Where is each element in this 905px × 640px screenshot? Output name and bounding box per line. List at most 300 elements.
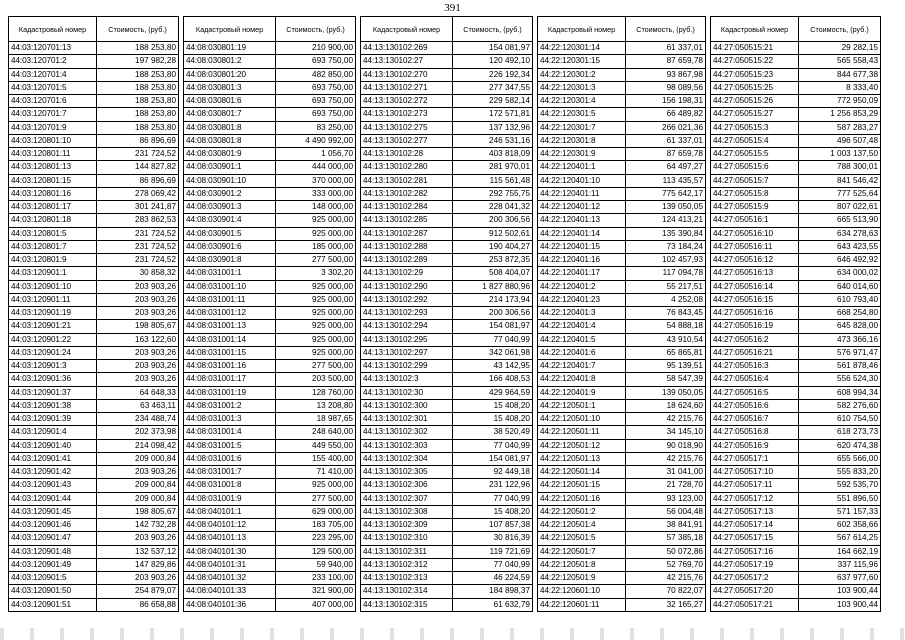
value-cell: 18 624,60 xyxy=(626,399,706,412)
cropped-footer-text xyxy=(0,628,905,640)
value-cell: 634 000,02 xyxy=(799,267,881,280)
table-row xyxy=(184,479,356,492)
table-row xyxy=(9,134,179,147)
cadastral-number-cell: 44:22:120401:12 xyxy=(538,201,626,214)
value-cell: 693 750,00 xyxy=(276,95,356,108)
table-row xyxy=(184,519,356,532)
cadastral-number-cell: 44:22:120301:5 xyxy=(538,108,626,121)
table-row xyxy=(711,333,881,346)
cadastral-number-cell: 44:13:130102:287 xyxy=(361,227,453,240)
value-cell: 148 000,00 xyxy=(276,201,356,214)
value-cell: 86 658,88 xyxy=(97,598,179,612)
cadastral-number-cell: 44:08:031001:16 xyxy=(184,360,276,373)
value-cell: 266 021,36 xyxy=(626,121,706,134)
table-row xyxy=(184,413,356,426)
table-row xyxy=(538,505,706,518)
value-cell: 18 987,65 xyxy=(276,413,356,426)
value-cell: 629 000,00 xyxy=(276,505,356,518)
cadastral-number-cell: 44:27:050515:5 xyxy=(711,148,799,161)
cadastral-number-cell: 44:03:120901:1 xyxy=(9,267,97,280)
table-row xyxy=(711,307,881,320)
cadastral-number-cell: 44:27:050515:21 xyxy=(711,42,799,55)
cadastral-number-cell: 44:13:130102:282 xyxy=(361,187,453,200)
table-row xyxy=(711,598,881,612)
cadastral-number-cell: 44:08:040101:30 xyxy=(184,545,276,558)
cadastral-number-cell: 44:27:050516:14 xyxy=(711,280,799,293)
table-row xyxy=(9,505,179,518)
table-row xyxy=(361,452,533,465)
cadastral-number-cell: 44:27:050516:1 xyxy=(711,214,799,227)
table-row xyxy=(538,360,706,373)
value-cell: 64 497,27 xyxy=(626,161,706,174)
value-cell: 93 123,00 xyxy=(626,492,706,505)
table-row xyxy=(361,280,533,293)
value-cell: 429 964,59 xyxy=(453,386,533,399)
value-cell: 665 513,90 xyxy=(799,214,881,227)
cadastral-number-cell: 44:03:120901:41 xyxy=(9,452,97,465)
cadastral-number-cell: 44:27:050516:3 xyxy=(711,360,799,373)
cadastral-number-cell: 44:13:130102:3 xyxy=(361,373,453,386)
table-row xyxy=(184,572,356,585)
table-row xyxy=(711,174,881,187)
cadastral-number-cell: 44:22:120401:6 xyxy=(538,346,626,359)
cadastral-number-cell: 44:22:120301:14 xyxy=(538,42,626,55)
cadastral-number-cell: 44:22:120401:10 xyxy=(538,174,626,187)
table-row xyxy=(361,121,533,134)
value-cell: 841 546,42 xyxy=(799,174,881,187)
value-cell: 209 000,84 xyxy=(97,492,179,505)
table-row xyxy=(361,558,533,571)
value-cell: 120 492,10 xyxy=(453,55,533,68)
cadastral-number-cell: 44:03:120801:11 xyxy=(9,148,97,161)
cadastral-number-cell: 44:08:040101:33 xyxy=(184,585,276,598)
value-cell: 172 571,81 xyxy=(453,108,533,121)
cadastral-number-cell: 44:22:120401:9 xyxy=(538,386,626,399)
table-row xyxy=(361,68,533,81)
table-row xyxy=(184,254,356,267)
table-row xyxy=(361,386,533,399)
value-cell: 610 754,50 xyxy=(799,413,881,426)
cadastral-number-cell: 44:03:120901:38 xyxy=(9,399,97,412)
value-cell: 844 677,38 xyxy=(799,68,881,81)
table-row xyxy=(711,519,881,532)
registry-table xyxy=(710,16,881,612)
cadastral-number-cell: 44:22:120401:1 xyxy=(538,161,626,174)
table-row xyxy=(361,466,533,479)
value-cell: 610 793,40 xyxy=(799,293,881,306)
value-cell: 292 755,75 xyxy=(453,187,533,200)
value-cell: 163 122,60 xyxy=(97,333,179,346)
cadastral-number-cell: 44:08:030801:2 xyxy=(184,55,276,68)
value-cell: 65 865,81 xyxy=(626,346,706,359)
value-cell: 15 408,20 xyxy=(453,505,533,518)
table-row xyxy=(9,161,179,174)
cadastral-number-cell: 44:08:031001:6 xyxy=(184,452,276,465)
cadastral-number-cell: 44:27:050516:15 xyxy=(711,293,799,306)
cadastral-number-cell: 44:13:130102:308 xyxy=(361,505,453,518)
cadastral-number-cell: 44:03:120901:45 xyxy=(9,505,97,518)
value-cell: 620 474,38 xyxy=(799,439,881,452)
value-cell: 214 098,42 xyxy=(97,439,179,452)
table-row xyxy=(711,413,881,426)
value-cell: 32 165,27 xyxy=(626,598,706,612)
table-row xyxy=(538,42,706,55)
value-cell: 278 069,42 xyxy=(97,187,179,200)
value-cell: 132 537,12 xyxy=(97,545,179,558)
value-cell: 618 273,73 xyxy=(799,426,881,439)
table-row xyxy=(361,598,533,612)
value-cell: 925 000,00 xyxy=(276,307,356,320)
table-row xyxy=(9,293,179,306)
table-row xyxy=(711,452,881,465)
value-cell: 640 014,60 xyxy=(799,280,881,293)
table-row xyxy=(184,68,356,81)
value-cell: 248 640,00 xyxy=(276,426,356,439)
cadastral-number-cell: 44:22:120301:9 xyxy=(538,148,626,161)
cadastral-number-cell: 44:22:120601:10 xyxy=(538,585,626,598)
cadastral-number-cell: 44:08:030801:19 xyxy=(184,42,276,55)
cadastral-number-cell: 44:03:120701:5 xyxy=(9,81,97,94)
table-row xyxy=(538,214,706,227)
table-row xyxy=(361,240,533,253)
value-cell: 166 408,53 xyxy=(453,373,533,386)
cadastral-number-cell: 44:27:050515:3 xyxy=(711,121,799,134)
table-row xyxy=(538,148,706,161)
table-row xyxy=(538,426,706,439)
table-row xyxy=(361,95,533,108)
value-cell: 61 337,01 xyxy=(626,134,706,147)
table-row xyxy=(361,187,533,200)
value-cell: 407 000,00 xyxy=(276,598,356,612)
value-cell: 77 040,99 xyxy=(453,333,533,346)
table-row xyxy=(538,201,706,214)
cadastral-number-cell: 44:08:031001:13 xyxy=(184,320,276,333)
cadastral-number-cell: 44:13:130102:301 xyxy=(361,413,453,426)
value-cell: 63 463,11 xyxy=(97,399,179,412)
cadastral-number-cell: 44:22:120301:15 xyxy=(538,55,626,68)
value-cell: 198 805,67 xyxy=(97,320,179,333)
value-cell: 57 385,18 xyxy=(626,532,706,545)
table-row xyxy=(538,585,706,598)
cadastral-number-cell: 44:08:031001:19 xyxy=(184,386,276,399)
cadastral-number-cell: 44:22:120501:12 xyxy=(538,439,626,452)
value-cell: 59 940,00 xyxy=(276,558,356,571)
table-row xyxy=(538,81,706,94)
table-row xyxy=(361,254,533,267)
cadastral-number-cell: 44:03:120801:5 xyxy=(9,227,97,240)
value-cell: 50 072,86 xyxy=(626,545,706,558)
cadastral-number-cell: 44:13:130102:313 xyxy=(361,572,453,585)
value-cell: 444 000,00 xyxy=(276,161,356,174)
value-cell: 71 410,00 xyxy=(276,466,356,479)
table-row xyxy=(538,95,706,108)
cadastral-number-cell: 44:13:130102:288 xyxy=(361,240,453,253)
table-row xyxy=(184,399,356,412)
cadastral-number-cell: 44:22:120301:3 xyxy=(538,81,626,94)
cadastral-number-cell: 44:08:031001:17 xyxy=(184,373,276,386)
table-row xyxy=(184,227,356,240)
table-row xyxy=(361,320,533,333)
value-cell: 203 903,26 xyxy=(97,360,179,373)
cadastral-number-cell: 44:08:030801:3 xyxy=(184,81,276,94)
value-cell: 188 253,80 xyxy=(97,81,179,94)
cadastral-number-cell: 44:13:130102:280 xyxy=(361,161,453,174)
table-row xyxy=(538,280,706,293)
table-row xyxy=(361,333,533,346)
value-cell: 103 900,44 xyxy=(799,585,881,598)
cadastral-number-cell: 44:13:130102:302 xyxy=(361,426,453,439)
cadastral-number-cell: 44:08:040101:36 xyxy=(184,598,276,612)
cadastral-number-cell: 44:22:120401:14 xyxy=(538,227,626,240)
table-row xyxy=(184,360,356,373)
table-row xyxy=(711,95,881,108)
table-row xyxy=(184,121,356,134)
cadastral-number-cell: 44:13:130102:300 xyxy=(361,399,453,412)
table-row xyxy=(184,558,356,571)
cadastral-number-cell: 44:03:120801:16 xyxy=(9,187,97,200)
value-cell: 52 769,70 xyxy=(626,558,706,571)
cadastral-number-cell: 44:27:050515:6 xyxy=(711,161,799,174)
cadastral-number-cell: 44:08:031001:2 xyxy=(184,399,276,412)
table-row xyxy=(361,293,533,306)
cadastral-number-cell: 44:13:130102:312 xyxy=(361,558,453,571)
cadastral-number-cell: 44:08:031001:12 xyxy=(184,307,276,320)
cadastral-number-cell: 44:27:050516:10 xyxy=(711,227,799,240)
value-cell: 567 614,25 xyxy=(799,532,881,545)
cadastral-number-cell: 44:03:120801:10 xyxy=(9,134,97,147)
cadastral-number-cell: 44:03:120901:48 xyxy=(9,545,97,558)
value-cell: 203 903,26 xyxy=(97,373,179,386)
cadastral-number-cell: 44:13:130102:273 xyxy=(361,108,453,121)
value-cell: 38 841,91 xyxy=(626,519,706,532)
header-value: Стоимость, (руб.) xyxy=(276,17,356,42)
value-cell: 555 833,20 xyxy=(799,466,881,479)
value-cell: 128 760,00 xyxy=(276,386,356,399)
cadastral-number-cell: 44:22:120401:2 xyxy=(538,280,626,293)
cadastral-number-cell: 44:22:120301:7 xyxy=(538,121,626,134)
cadastral-number-cell: 44:27:050517:11 xyxy=(711,479,799,492)
cadastral-number-cell: 44:22:120301:8 xyxy=(538,134,626,147)
table-row xyxy=(9,558,179,571)
cadastral-number-cell: 44:27:050517:1 xyxy=(711,452,799,465)
cadastral-number-cell: 44:08:031001:7 xyxy=(184,466,276,479)
table-row xyxy=(538,466,706,479)
table-row xyxy=(184,174,356,187)
table-row xyxy=(361,399,533,412)
table-row xyxy=(711,280,881,293)
table-row xyxy=(361,227,533,240)
cadastral-number-cell: 44:13:130102:304 xyxy=(361,452,453,465)
cadastral-number-cell: 44:08:030801:8 xyxy=(184,134,276,147)
table-row xyxy=(538,532,706,545)
cadastral-number-cell: 44:27:050515:26 xyxy=(711,95,799,108)
value-cell: 147 829,86 xyxy=(97,558,179,571)
table-row xyxy=(361,532,533,545)
cadastral-number-cell: 44:22:120301:2 xyxy=(538,68,626,81)
value-cell: 124 413,21 xyxy=(626,214,706,227)
cadastral-number-cell: 44:03:120901:47 xyxy=(9,532,97,545)
table-row xyxy=(538,479,706,492)
value-cell: 1 003 137,50 xyxy=(799,148,881,161)
value-cell: 587 283,27 xyxy=(799,121,881,134)
cadastral-number-cell: 44:13:130102:30 xyxy=(361,386,453,399)
cadastral-number-cell: 44:13:130102:294 xyxy=(361,320,453,333)
cadastral-number-cell: 44:08:030801:8 xyxy=(184,121,276,134)
cadastral-number-cell: 44:08:031001:14 xyxy=(184,333,276,346)
value-cell: 113 435,57 xyxy=(626,174,706,187)
table-row xyxy=(711,42,881,55)
header-cadastral-number: Кадастровый номер xyxy=(711,17,799,42)
cadastral-number-cell: 44:13:130102:311 xyxy=(361,545,453,558)
table-row xyxy=(711,187,881,200)
cadastral-number-cell: 44:22:120501:14 xyxy=(538,466,626,479)
cadastral-number-cell: 44:27:050516:8 xyxy=(711,426,799,439)
cadastral-number-cell: 44:13:130102:299 xyxy=(361,360,453,373)
value-cell: 154 081,97 xyxy=(453,452,533,465)
value-cell: 77 040,99 xyxy=(453,558,533,571)
value-cell: 31 041,00 xyxy=(626,466,706,479)
table-row xyxy=(538,267,706,280)
table-row xyxy=(711,585,881,598)
value-cell: 54 888,18 xyxy=(626,320,706,333)
cadastral-number-cell: 44:13:130102:284 xyxy=(361,201,453,214)
cadastral-number-cell: 44:27:050516:16 xyxy=(711,307,799,320)
table-row xyxy=(184,532,356,545)
cadastral-number-cell: 44:13:130102:310 xyxy=(361,532,453,545)
value-cell: 321 900,00 xyxy=(276,585,356,598)
value-cell: 86 896,69 xyxy=(97,174,179,187)
value-cell: 77 040,99 xyxy=(453,492,533,505)
cadastral-number-cell: 44:27:050517:13 xyxy=(711,505,799,518)
table-row xyxy=(361,81,533,94)
value-cell: 66 489,82 xyxy=(626,108,706,121)
value-cell: 231 724,52 xyxy=(97,227,179,240)
table-row xyxy=(538,121,706,134)
cadastral-number-cell: 44:13:130102:292 xyxy=(361,293,453,306)
cadastral-number-cell: 44:27:050516:13 xyxy=(711,267,799,280)
cadastral-number-cell: 44:13:130102:270 xyxy=(361,68,453,81)
cadastral-number-cell: 44:27:050517:16 xyxy=(711,545,799,558)
value-cell: 283 862,53 xyxy=(97,214,179,227)
cadastral-number-cell: 44:08:030801:6 xyxy=(184,95,276,108)
table-row xyxy=(361,55,533,68)
table-row xyxy=(361,413,533,426)
value-cell: 46 224,59 xyxy=(453,572,533,585)
table-row xyxy=(9,280,179,293)
value-cell: 209 000,84 xyxy=(97,479,179,492)
value-cell: 223 295,00 xyxy=(276,532,356,545)
registry-tables xyxy=(8,16,881,612)
cadastral-number-cell: 44:03:120801:9 xyxy=(9,254,97,267)
value-cell: 668 254,80 xyxy=(799,307,881,320)
value-cell: 592 535,70 xyxy=(799,479,881,492)
value-cell: 333 000,00 xyxy=(276,187,356,200)
table-row xyxy=(711,360,881,373)
value-cell: 188 253,80 xyxy=(97,108,179,121)
cadastral-number-cell: 44:22:120501:2 xyxy=(538,505,626,518)
table-row xyxy=(184,108,356,121)
value-cell: 92 449,18 xyxy=(453,466,533,479)
table-row xyxy=(711,254,881,267)
table-row xyxy=(711,399,881,412)
header-value: Стоимость, (руб.) xyxy=(799,17,881,42)
cadastral-number-cell: 44:13:130102:309 xyxy=(361,519,453,532)
cadastral-number-cell: 44:08:031001:11 xyxy=(184,293,276,306)
cadastral-number-cell: 44:03:120801:17 xyxy=(9,201,97,214)
table-row xyxy=(711,121,881,134)
table-row xyxy=(711,572,881,585)
cadastral-number-cell: 44:03:120901:37 xyxy=(9,386,97,399)
cadastral-number-cell: 44:27:050516:21 xyxy=(711,346,799,359)
cadastral-number-cell: 44:03:120901:40 xyxy=(9,439,97,452)
table-row xyxy=(9,399,179,412)
table-row xyxy=(538,572,706,585)
cadastral-number-cell: 44:13:130102:28 xyxy=(361,148,453,161)
cadastral-number-cell: 44:03:120901:43 xyxy=(9,479,97,492)
value-cell: 226 192,34 xyxy=(453,68,533,81)
cadastral-number-cell: 44:27:050517:21 xyxy=(711,598,799,612)
value-cell: 403 818,09 xyxy=(453,148,533,161)
page-number: 391 xyxy=(444,2,461,14)
cadastral-number-cell: 44:27:050515:22 xyxy=(711,55,799,68)
table-row xyxy=(9,426,179,439)
table-row xyxy=(184,598,356,612)
table-row xyxy=(184,42,356,55)
table-row xyxy=(711,81,881,94)
table-row xyxy=(538,174,706,187)
table-row xyxy=(711,55,881,68)
cadastral-number-cell: 44:08:031001:10 xyxy=(184,280,276,293)
value-cell: 203 500,00 xyxy=(276,373,356,386)
cadastral-number-cell: 44:22:120301:4 xyxy=(538,95,626,108)
table-row xyxy=(9,439,179,452)
value-cell: 582 276,60 xyxy=(799,399,881,412)
table-row xyxy=(711,466,881,479)
header-value: Стоимость, (руб.) xyxy=(97,17,179,42)
cadastral-number-cell: 44:03:120701:4 xyxy=(9,68,97,81)
value-cell: 203 903,26 xyxy=(97,572,179,585)
header-cadastral-number: Кадастровый номер xyxy=(538,17,626,42)
table-row xyxy=(9,55,179,68)
value-cell: 202 373,98 xyxy=(97,426,179,439)
table-row xyxy=(184,201,356,214)
table-row xyxy=(711,227,881,240)
table-row xyxy=(9,373,179,386)
cadastral-number-cell: 44:03:120901:51 xyxy=(9,598,97,612)
value-cell: 56 004,48 xyxy=(626,505,706,518)
cadastral-number-cell: 44:22:120501:5 xyxy=(538,532,626,545)
value-cell: 925 000,00 xyxy=(276,333,356,346)
table-row xyxy=(184,426,356,439)
value-cell: 98 089,56 xyxy=(626,81,706,94)
value-cell: 188 253,80 xyxy=(97,42,179,55)
cadastral-number-cell: 44:03:120901:44 xyxy=(9,492,97,505)
table-row xyxy=(184,95,356,108)
cadastral-number-cell: 44:08:031001:3 xyxy=(184,413,276,426)
table-row xyxy=(361,108,533,121)
value-cell: 576 971,47 xyxy=(799,346,881,359)
value-cell: 200 306,56 xyxy=(453,307,533,320)
table-row xyxy=(711,148,881,161)
value-cell: 203 903,26 xyxy=(97,280,179,293)
cadastral-number-cell: 44:22:120501:16 xyxy=(538,492,626,505)
table-row xyxy=(9,240,179,253)
cadastral-number-cell: 44:13:130102:303 xyxy=(361,439,453,452)
value-cell: 508 404,07 xyxy=(453,267,533,280)
table-row xyxy=(9,532,179,545)
value-cell: 229 582,14 xyxy=(453,95,533,108)
cadastral-number-cell: 44:22:120501:9 xyxy=(538,572,626,585)
